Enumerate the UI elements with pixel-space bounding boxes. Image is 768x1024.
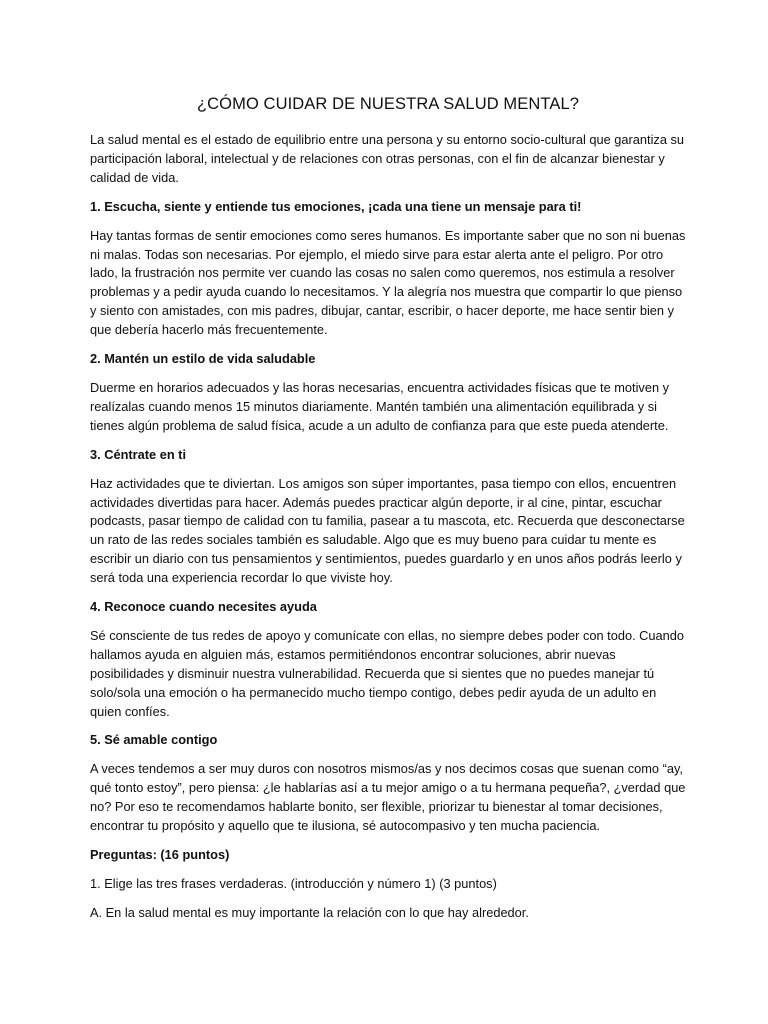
section-body: Duerme en horarios adecuados y las horas necesarias, encuentra actividades físicas que te motiven y realízalas cuando menos 15 minutos diariamente. Mantén también una alimentación equilibrada y si tienes algún problema de salud física, acude a un adulto de confianza para que este pueda atenderte.: [90, 379, 670, 433]
section-heading: 5. Sé amable contigo: [90, 732, 218, 748]
section-body: Hay tantas formas de sentir emociones como seres humanos. Es importante saber que no son ni buenas ni malas. Todas son necesarias. Por ejemplo, el miedo sirve para estar alerta ante el peligro. Por otro lado, la frustración nos permite ver cuando las cosas no salen como queremos, nos estimula a resolver problemas y a pedir ayuda cuando lo necesitamos. Y la alegría nos muestra que compartir lo que pienso y siento con amistades, con mis padres, dibujar, cantar, escribir, o hacer deporte, me hace sentir bien y que debería hacerlo más frecuentemente.: [90, 227, 686, 338]
page-title: ¿CÓMO CUIDAR DE NUESTRA SALUD MENTAL?: [196, 95, 580, 113]
section-heading: 4. Reconoce cuando necesites ayuda: [90, 599, 317, 615]
section-5: [90, 731, 686, 836]
section-heading: 2. Mantén un estilo de vida saludable: [90, 351, 316, 367]
question-1-option-a: A. En la salud mental es muy importante la relación con lo que hay alrededor.: [90, 904, 529, 920]
section-4: [90, 598, 686, 721]
intro-paragraph: La salud mental es el estado de equilibrio entre una persona y su entorno socio-cultural que garantiza su participación laboral, intelectual y de relaciones con otras personas, con el fin de alcanzar bienestar y calidad de vida.: [90, 132, 685, 185]
question-1: 1. Elige las tres frases verdaderas. (introducción y número 1) (3 puntos): [90, 875, 497, 891]
questions-heading: Preguntas: (16 puntos): [90, 847, 230, 862]
section-body: Sé consciente de tus redes de apoyo y comunícate con ellas, no siempre debes poder con todo. Cuando hallamos ayuda en alguien más, estamos permitiéndonos encontrar soluciones, abrir nuevas posibilidades y disminuir nuestra vulnerabilidad. Recuerda que si sientes que no puedes manejar tú solo/sola una emoción o ha permanecido mucho tiempo contigo, debes pedir ayuda de un adulto en quien confíes.: [90, 627, 685, 719]
section-3: [90, 446, 686, 588]
section-body: A veces tendemos a ser muy duros con nosotros mismos/as y nos decimos cosas que suenan como “ay, qué tonto estoy”, pero piensa: ¿le hablarías así a tu mejor amigo o a tu hermana pequeña?, ¿verdad que no? Por eso te recomendamos hablarte bonito, ser flexible, priorizar tu bienestar al tomar decisiones, encontrar tu propósito y aquello que te ilusiona, sé autocompasivo y ten mucha paciencia.: [90, 761, 686, 834]
section-1: [90, 198, 686, 340]
section-heading: 1. Escucha, siente y entiende tus emociones, ¡cada una tiene un mensaje para ti!: [90, 198, 582, 214]
section-body: Haz actividades que te diviertan. Los amigos son súper importantes, pasa tiempo con ellos, encuentren actividades divertidas para hacer. Además puedes practicar algún deporte, ir al cine, pintar, escuchar podcasts, pasar tiempo de calidad con tu familia, pasear a tu mascota, etc. Recuerda que desconectarse un rato de las redes sociales también es saludable. Algo que es muy bueno para cuidar tu mente es escribir un diario con tus pensamientos y sentimientos, puedes guardarlo y en unos años podrás leerlo y será toda una experiencia recordar lo que viviste hoy.: [90, 475, 685, 586]
section-heading: 3. Céntrate en ti: [90, 446, 187, 462]
section-2: [90, 350, 686, 436]
